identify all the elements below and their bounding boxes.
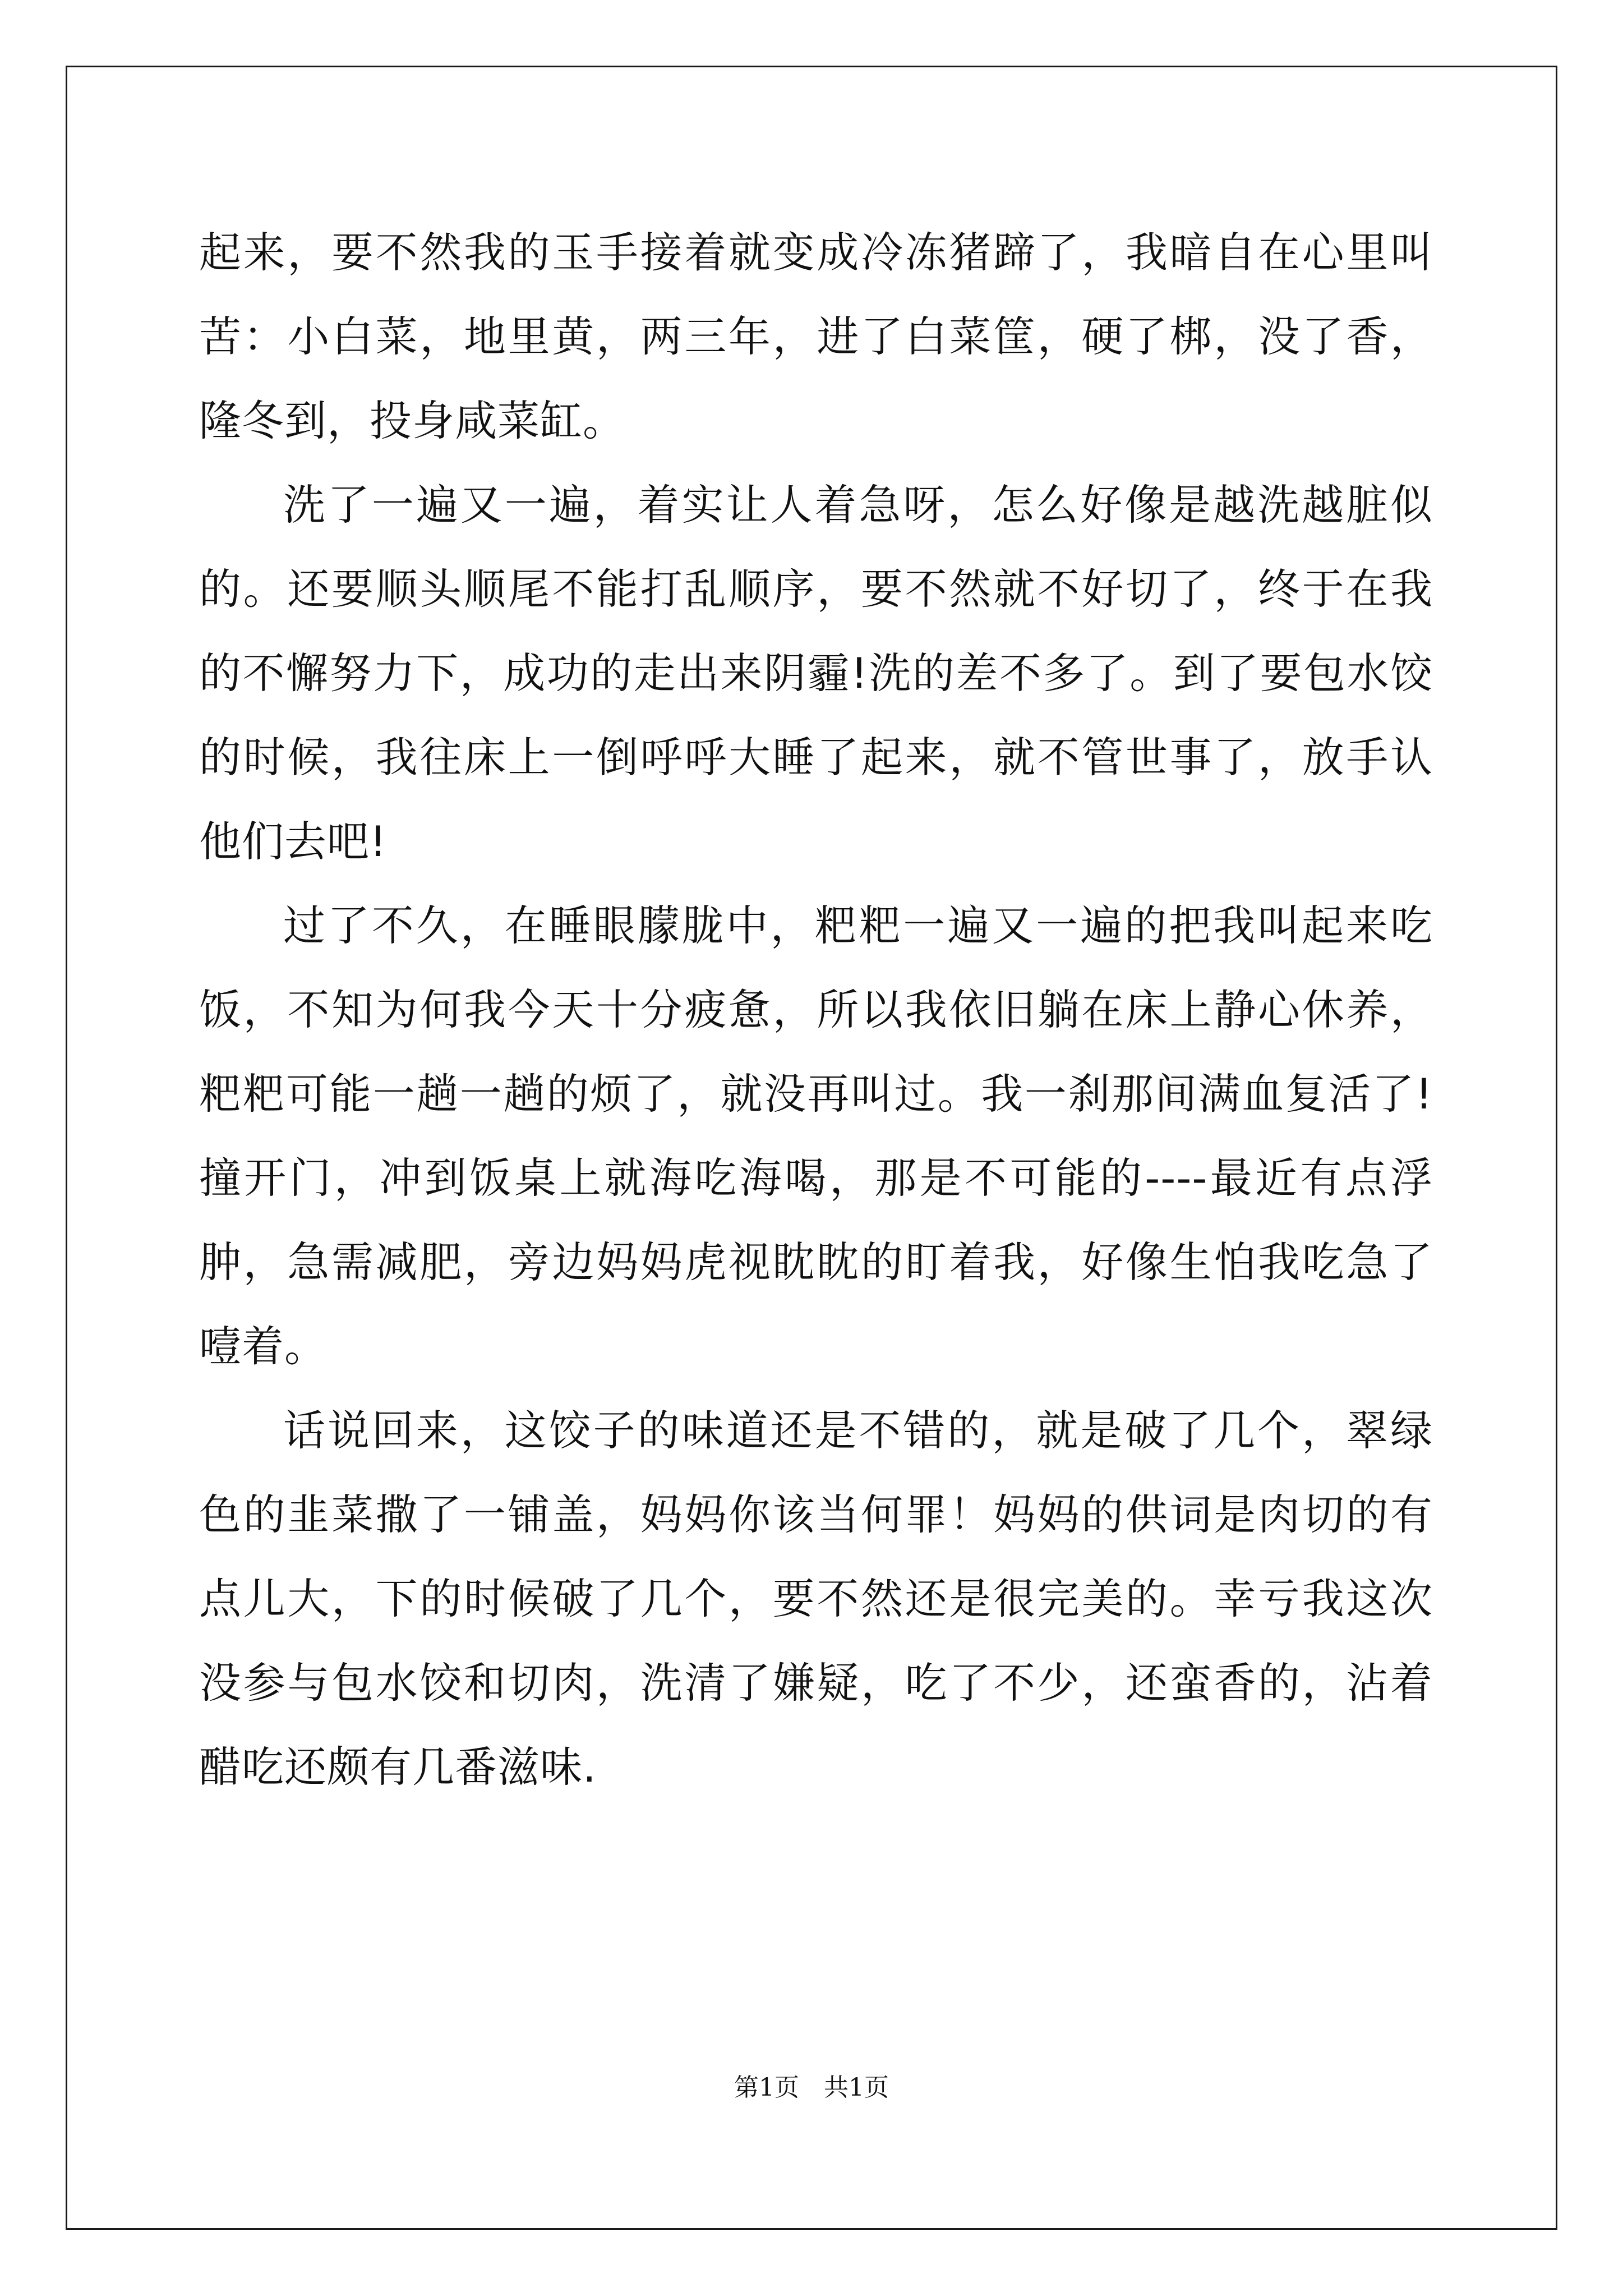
page-number-label: 第1页 共1页 <box>734 2073 889 2102</box>
paragraph-4: 话说回来，这饺子的味道还是不错的，就是破了几个，翠绿色的韭菜撒了一铺盖，妈妈你该当何罪！妈妈的供词是肉切的有点儿大，下的时候破了几个，要不然还是很完美的。幸亏我这次没参与包水饺和切肉，洗清了嫌疑，吃了不少，还蛮香的，沾着醋吃还颇有几番滋味. <box>199 1406 1433 1792</box>
paragraph-1: 起来，要不然我的玉手接着就变成冷冻猪蹄了，我暗自在心里叫苦：小白菜，地里黄，两三年，进了白菜筐，硬了梆，没了香，隆冬到，投身咸菜缸。 <box>199 228 1433 445</box>
paragraph-2: 洗了一遍又一遍，着实让人着急呀，怎么好像是越洗越脏似的。还要顺头顺尾不能打乱顺序，要不然就不好切了，终于在我的不懈努力下，成功的走出来阴霾!洗的差不多了。到了要包水饺的时候，我往床上一倒呼呼大睡了起来，就不管世事了，放手认他们去吧! <box>199 480 1433 866</box>
page-footer <box>0 2067 1623 2103</box>
paragraph-3: 过了不久，在睡眼朦胧中，粑粑一遍又一遍的把我叫起来吃饭，不知为何我今天十分疲惫，所以我依旧躺在床上静心休养，粑粑可能一趟一趟的烦了，就没再叫过。我一刹那间满血复活了!撞开门，冲到饭桌上就海吃海喝，那是不可能的----最近有点浮肿，急需减肥，旁边妈妈虎视眈眈的盯着我，好像生怕我吃急了噎着。 <box>199 901 1433 1371</box>
document-body <box>199 210 1433 1809</box>
